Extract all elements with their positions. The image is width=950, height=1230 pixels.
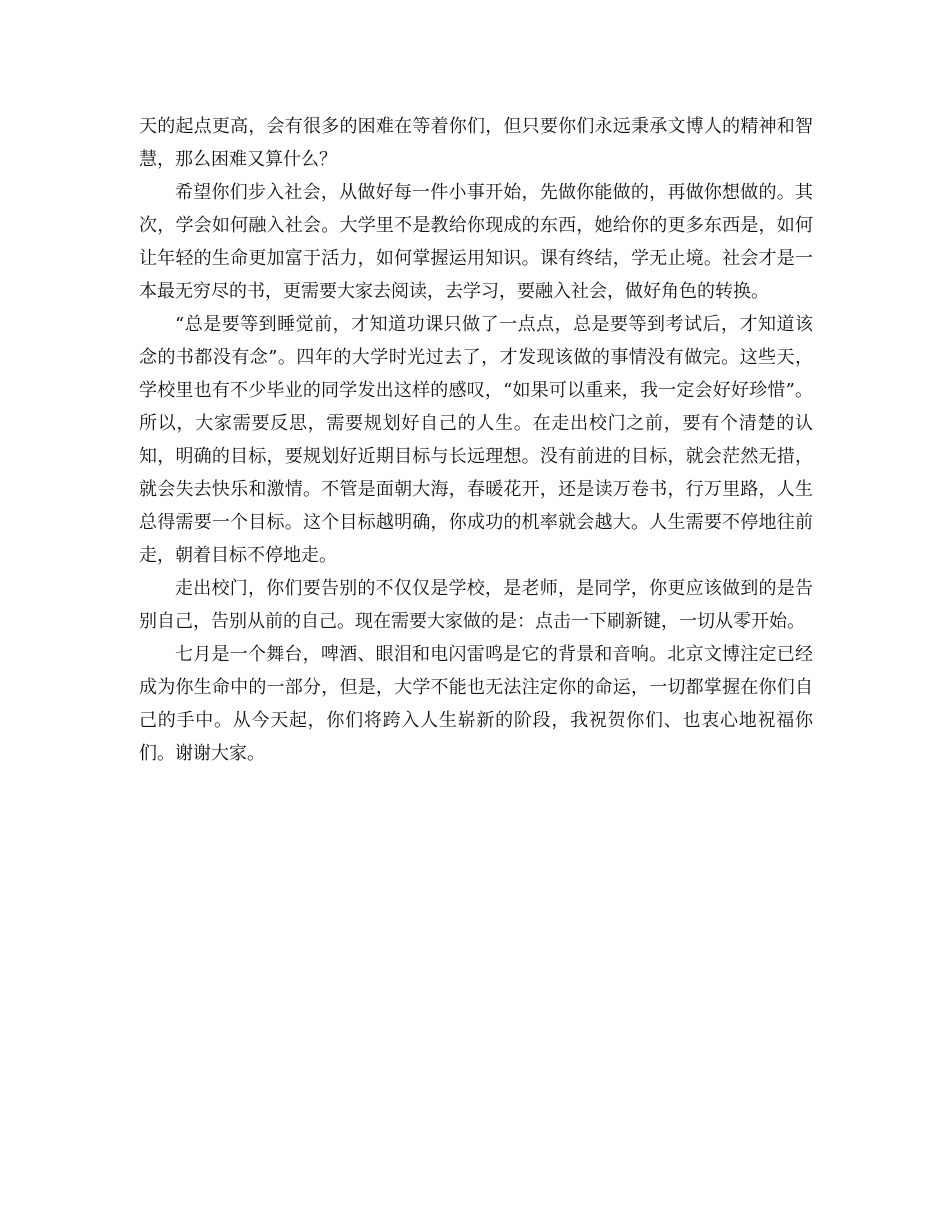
paragraph-closing-blessing: 七月是一个舞台，啤酒、眼泪和电闪雷鸣是它的背景和音响。北京文博注定已经成为你生命中的一部分，但是，大学不能也无法注定你的命运，一切都掌握在你们自己的手中。从今天起，你们将跨入人生崭新的阶段，我祝贺你们、也衷心地祝福你们。谢谢大家。 — [139, 644, 813, 764]
paragraph-farewell: 走出校门，你们要告别的不仅仅是学校，是老师，是同学，你更应该做到的是告别自己，告别从前的自己。现在需要大家做的是：点击一下刷新键，一切从零开始。 — [139, 578, 813, 632]
paragraph-reflection-goals: “总是要等到睡觉前，才知道功课只做了一点点，总是要等到考试后，才知道该念的书都没有念”。四年的大学时光过去了，才发现该做的事情没有做完。这些天，学校里也有不少毕业的同学发出这样的感叹，“如果可以重来，我一定会好好珍惜”。所以，大家需要反思，需要规划好自己的人生。在走出校门之前，要有个清楚的认知，明确的目标，要规划好近期目标与长远理想。没有前进的目标，就会茫然无措，就会失去快乐和激情。不管是面朝大海，春暖花开，还是读万卷书，行万里路，人生总得需要一个目标。这个目标越明确，你成功的机率就会越大。人生需要不停地往前走，朝着目标不停地走。 — [139, 314, 813, 566]
document-body — [139, 110, 813, 770]
paragraph-entering-society: 希望你们步入社会，从做好每一件小事开始，先做你能做的，再做你想做的。其次，学会如何融入社会。大学里不是教给你现成的东西，她给你的更多东西是，如何让年轻的生命更加富于活力，如何掌握运用知识。课有终结，学无止境。社会才是一本最无穷尽的书，更需要大家去阅读，去学习，要融入社会，做好角色的转换。 — [139, 182, 813, 302]
paragraph-continuation: 天的起点更高，会有很多的困难在等着你们，但只要你们永远秉承文博人的精神和智慧，那么困难又算什么？ — [139, 116, 813, 170]
